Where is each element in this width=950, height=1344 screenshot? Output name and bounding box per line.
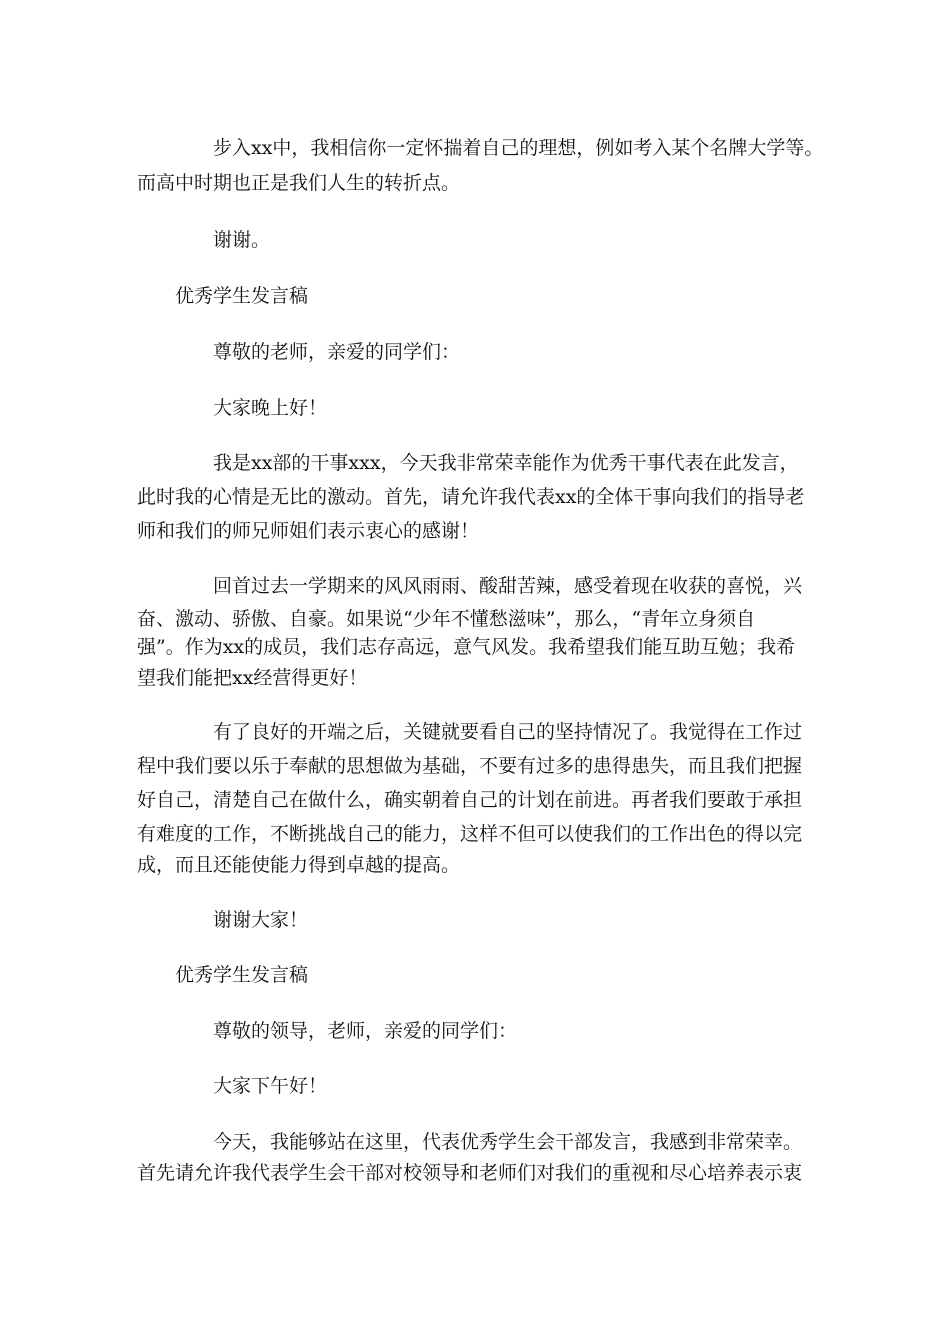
paragraph-line: 程中我们要以乐于奉献的思想做为基础，不要有过多的患得患失，而且我们把握	[137, 755, 803, 777]
paragraph-line: 我是xx部的干事xxx，今天我非常荣幸能作为优秀干事代表在此发言，	[213, 452, 799, 474]
closing-thanks: 谢谢大家！	[213, 909, 309, 931]
paragraph-line: 奋、激动、骄傲、自豪。如果说“少年不懂愁滋味”，那么，“青年立身须自	[137, 608, 756, 630]
section-heading: 优秀学生发言稿	[175, 285, 309, 307]
salutation: 尊敬的老师，亲爱的同学们：	[213, 341, 461, 363]
greeting: 大家晚上好！	[213, 397, 328, 419]
paragraph-line: 而高中时期也正是我们人生的转折点。	[137, 172, 461, 194]
paragraph-line: 好自己，清楚自己在做什么，确实朝着自己的计划在前进。再者我们要敢于承担	[137, 789, 803, 811]
paragraph-line: 今天，我能够站在这里，代表优秀学生会干部发言，我感到非常荣幸。	[213, 1131, 803, 1153]
paragraph-line: 望我们能把xx经营得更好！	[137, 667, 368, 689]
paragraph-line: 此时我的心情是无比的激动。首先，请允许我代表xx的全体干事向我们的指导老	[137, 486, 805, 508]
paragraph-line: 有难度的工作，不断挑战自己的能力，这样不但可以使我们的工作出色的得以完	[137, 823, 803, 845]
paragraph-line: 谢谢。	[213, 229, 271, 251]
paragraph-line: 强”。作为xx的成员，我们志存高远，意气风发。我希望我们能互助互勉；我希	[137, 636, 796, 658]
paragraph-line: 有了良好的开端之后，关键就要看自己的坚持情况了。我觉得在工作过	[213, 721, 803, 743]
section-heading: 优秀学生发言稿	[175, 964, 309, 986]
greeting: 大家下午好！	[213, 1075, 328, 1097]
paragraph-line: 回首过去一学期来的风风雨雨、酸甜苦辣，感受着现在收获的喜悦，兴	[213, 575, 803, 597]
salutation: 尊敬的领导，老师，亲爱的同学们：	[213, 1020, 518, 1042]
paragraph-line: 首先请允许我代表学生会干部对校领导和老师们对我们的重视和尽心培养表示衷	[137, 1162, 803, 1184]
paragraph-line: 步入xx中，我相信你一定怀揣着自己的理想，例如考入某个名牌大学等。	[213, 137, 824, 159]
paragraph-line: 师和我们的师兄师姐们表示衷心的感谢！	[137, 520, 480, 542]
paragraph-line: 成，而且还能使能力得到卓越的提高。	[137, 854, 461, 876]
